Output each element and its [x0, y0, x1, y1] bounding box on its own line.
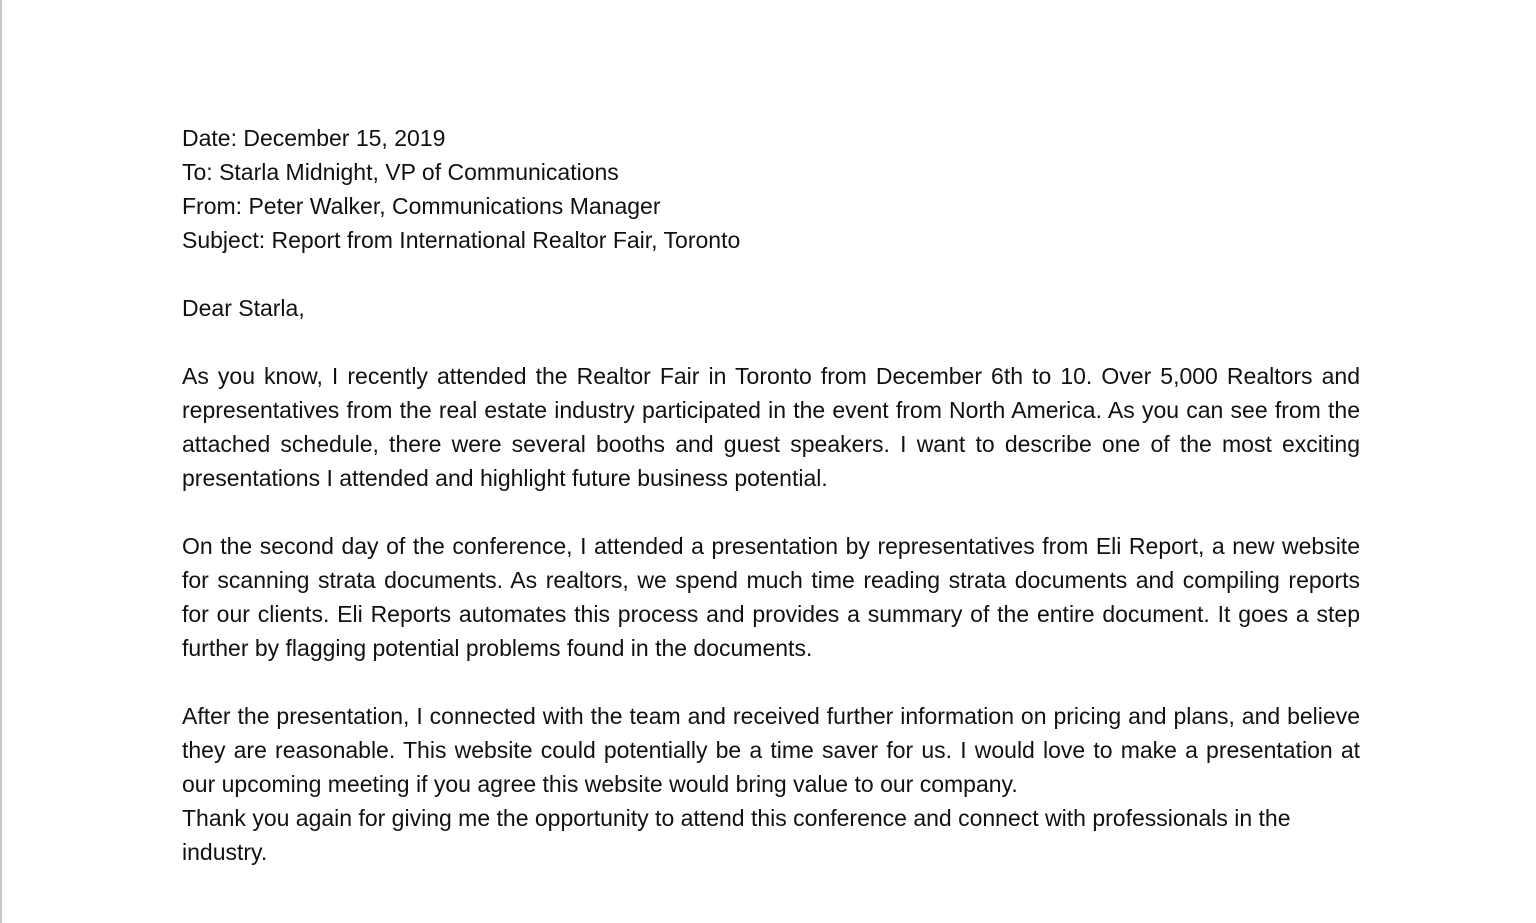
memo-header: [182, 121, 1360, 257]
memo-paragraph-2: On the second day of the conference, I attended a presentation by representatives from Eli Report, a new website for scanning strata documents. As realtors, we spend much time reading strata documents and compiling reports for our clients. Eli Reports automates this process and provides a summary of the entire document. It goes a step further by flagging potential problems found in the documents.: [182, 533, 1360, 661]
memo-body: [182, 121, 1360, 869]
memo-to: To: Starla Midnight, VP of Communications: [182, 159, 619, 185]
spacer: [182, 257, 1360, 291]
memo-paragraph-1: As you know, I recently attended the Realtor Fair in Toronto from December 6th to 10. Over 5,000 Realtors and representatives from the real estate industry participated in the event from North America. As you can see from the attached schedule, there were several booths and guest speakers. I want to describe one of the most exciting presentations I attended and highlight future business potential.: [182, 363, 1360, 491]
memo-paragraph-3: After the presentation, I connected with the team and received further information on pricing and plans, and believe they are reasonable. This website could potentially be a time saver for us. I would love to make a presentation at our upcoming meeting if you agree this website would bring value to our company.: [182, 703, 1360, 797]
spacer: [182, 665, 1360, 699]
spacer: [182, 325, 1360, 359]
memo-subject: Subject: Report from International Realtor Fair, Toronto: [182, 227, 741, 253]
spacer: [182, 495, 1360, 529]
memo-date: Date: December 15, 2019: [182, 125, 446, 151]
memo-from: From: Peter Walker, Communications Manager: [182, 193, 661, 219]
memo-paragraph-4: Thank you again for giving me the opportunity to attend this conference and connect with professionals in the industry.: [182, 805, 1291, 865]
memo-salutation: Dear Starla,: [182, 295, 305, 321]
